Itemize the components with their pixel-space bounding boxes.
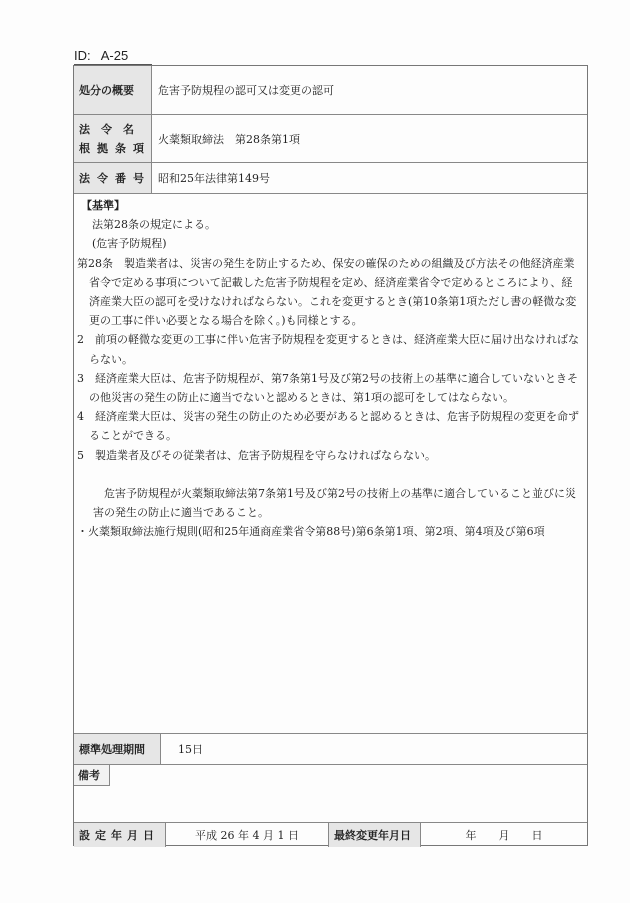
law-number-value: 昭和25年法律第149号 [158,172,270,185]
row-law-number [74,163,587,194]
row-summary [74,66,587,115]
criteria-line: 法第28条の規定による。 [81,218,216,232]
criteria-section [74,194,587,734]
criteria-standard: 危害予防規程が火薬類取締法第7条第1号及び第2号の技術上の基準に適合していること並びに災害の発生の防止に適当であること。 [93,486,576,520]
last-changed-value: 年 月 日 [465,829,543,842]
law-value: 火薬類取締法 第28条第1項 [158,132,300,146]
summary-value: 危害予防規程の認可又は変更の認可 [158,84,334,97]
criteria-reference: ・火薬類取締法施行規則(昭和25年通商産業省令第88号)第6条第1項、第2項、第4項及び第6項 [77,525,545,539]
summary-label: 処分の概要 [74,66,152,114]
document-id: ID: A-25 [74,49,152,65]
set-date-value: 平成 26 年 4 月 1 日 [166,823,329,847]
last-changed-label: 最終変更年月日 [329,823,421,847]
standard-period-label: 標準処理期間 [74,734,161,764]
criteria-paragraph: 4 経済産業大臣は、災害の発生の防止のため必要があると認めるときは、危害予防規程の変更を命ずることができる。 [77,410,579,443]
law-label-line1: 法 令 名 [79,122,134,136]
criteria-paragraph: 2 前項の軽微な変更の工事に伴い危害予防規程を変更するときは、経済産業大臣に届け出なければならない。 [77,333,579,366]
remarks-label: 備考 [74,765,110,786]
law-label-line2: 根拠条項 [79,141,151,155]
criteria-line: (危害予防規程) [81,237,167,251]
law-label [74,115,152,162]
row-law [74,115,587,163]
row-standard-period [74,734,587,765]
row-dates [74,823,587,847]
criteria-blank [81,465,579,484]
row-remarks [74,765,587,823]
criteria-article: 第28条 製造業者は、災害の発生を防止するため、保安の確保のための組織及び方法その他経済産業省令で定める事項について記載した危害予防規程を定め、経済産業省令で定めるところにより、経済産業大臣の認可を受けなければならない。これを変更するとき(第10条第1項ただし書の軽微な変更の工事に伴い必要となる場合を除く。)も同様とする。 [77,256,577,328]
criteria-paragraph: 3 経済産業大臣は、危害予防規程が、第7条第1号及び第2号の技術上の基準に適合していないときその他災害の発生の防止に適当でないと認めるときは、第1項の認可をしてはならない。 [77,371,578,405]
standard-period-value: 15日 [178,743,203,756]
disposition-table [73,65,588,846]
law-number-label: 法令番号 [74,163,152,193]
set-date-label: 設定年月日 [74,823,166,847]
criteria-paragraph: 5 製造業者及びその従業者は、危害予防規程を守らなければならない。 [77,448,436,462]
criteria-heading: 【基準】 [81,199,125,212]
criteria-body [74,196,587,541]
